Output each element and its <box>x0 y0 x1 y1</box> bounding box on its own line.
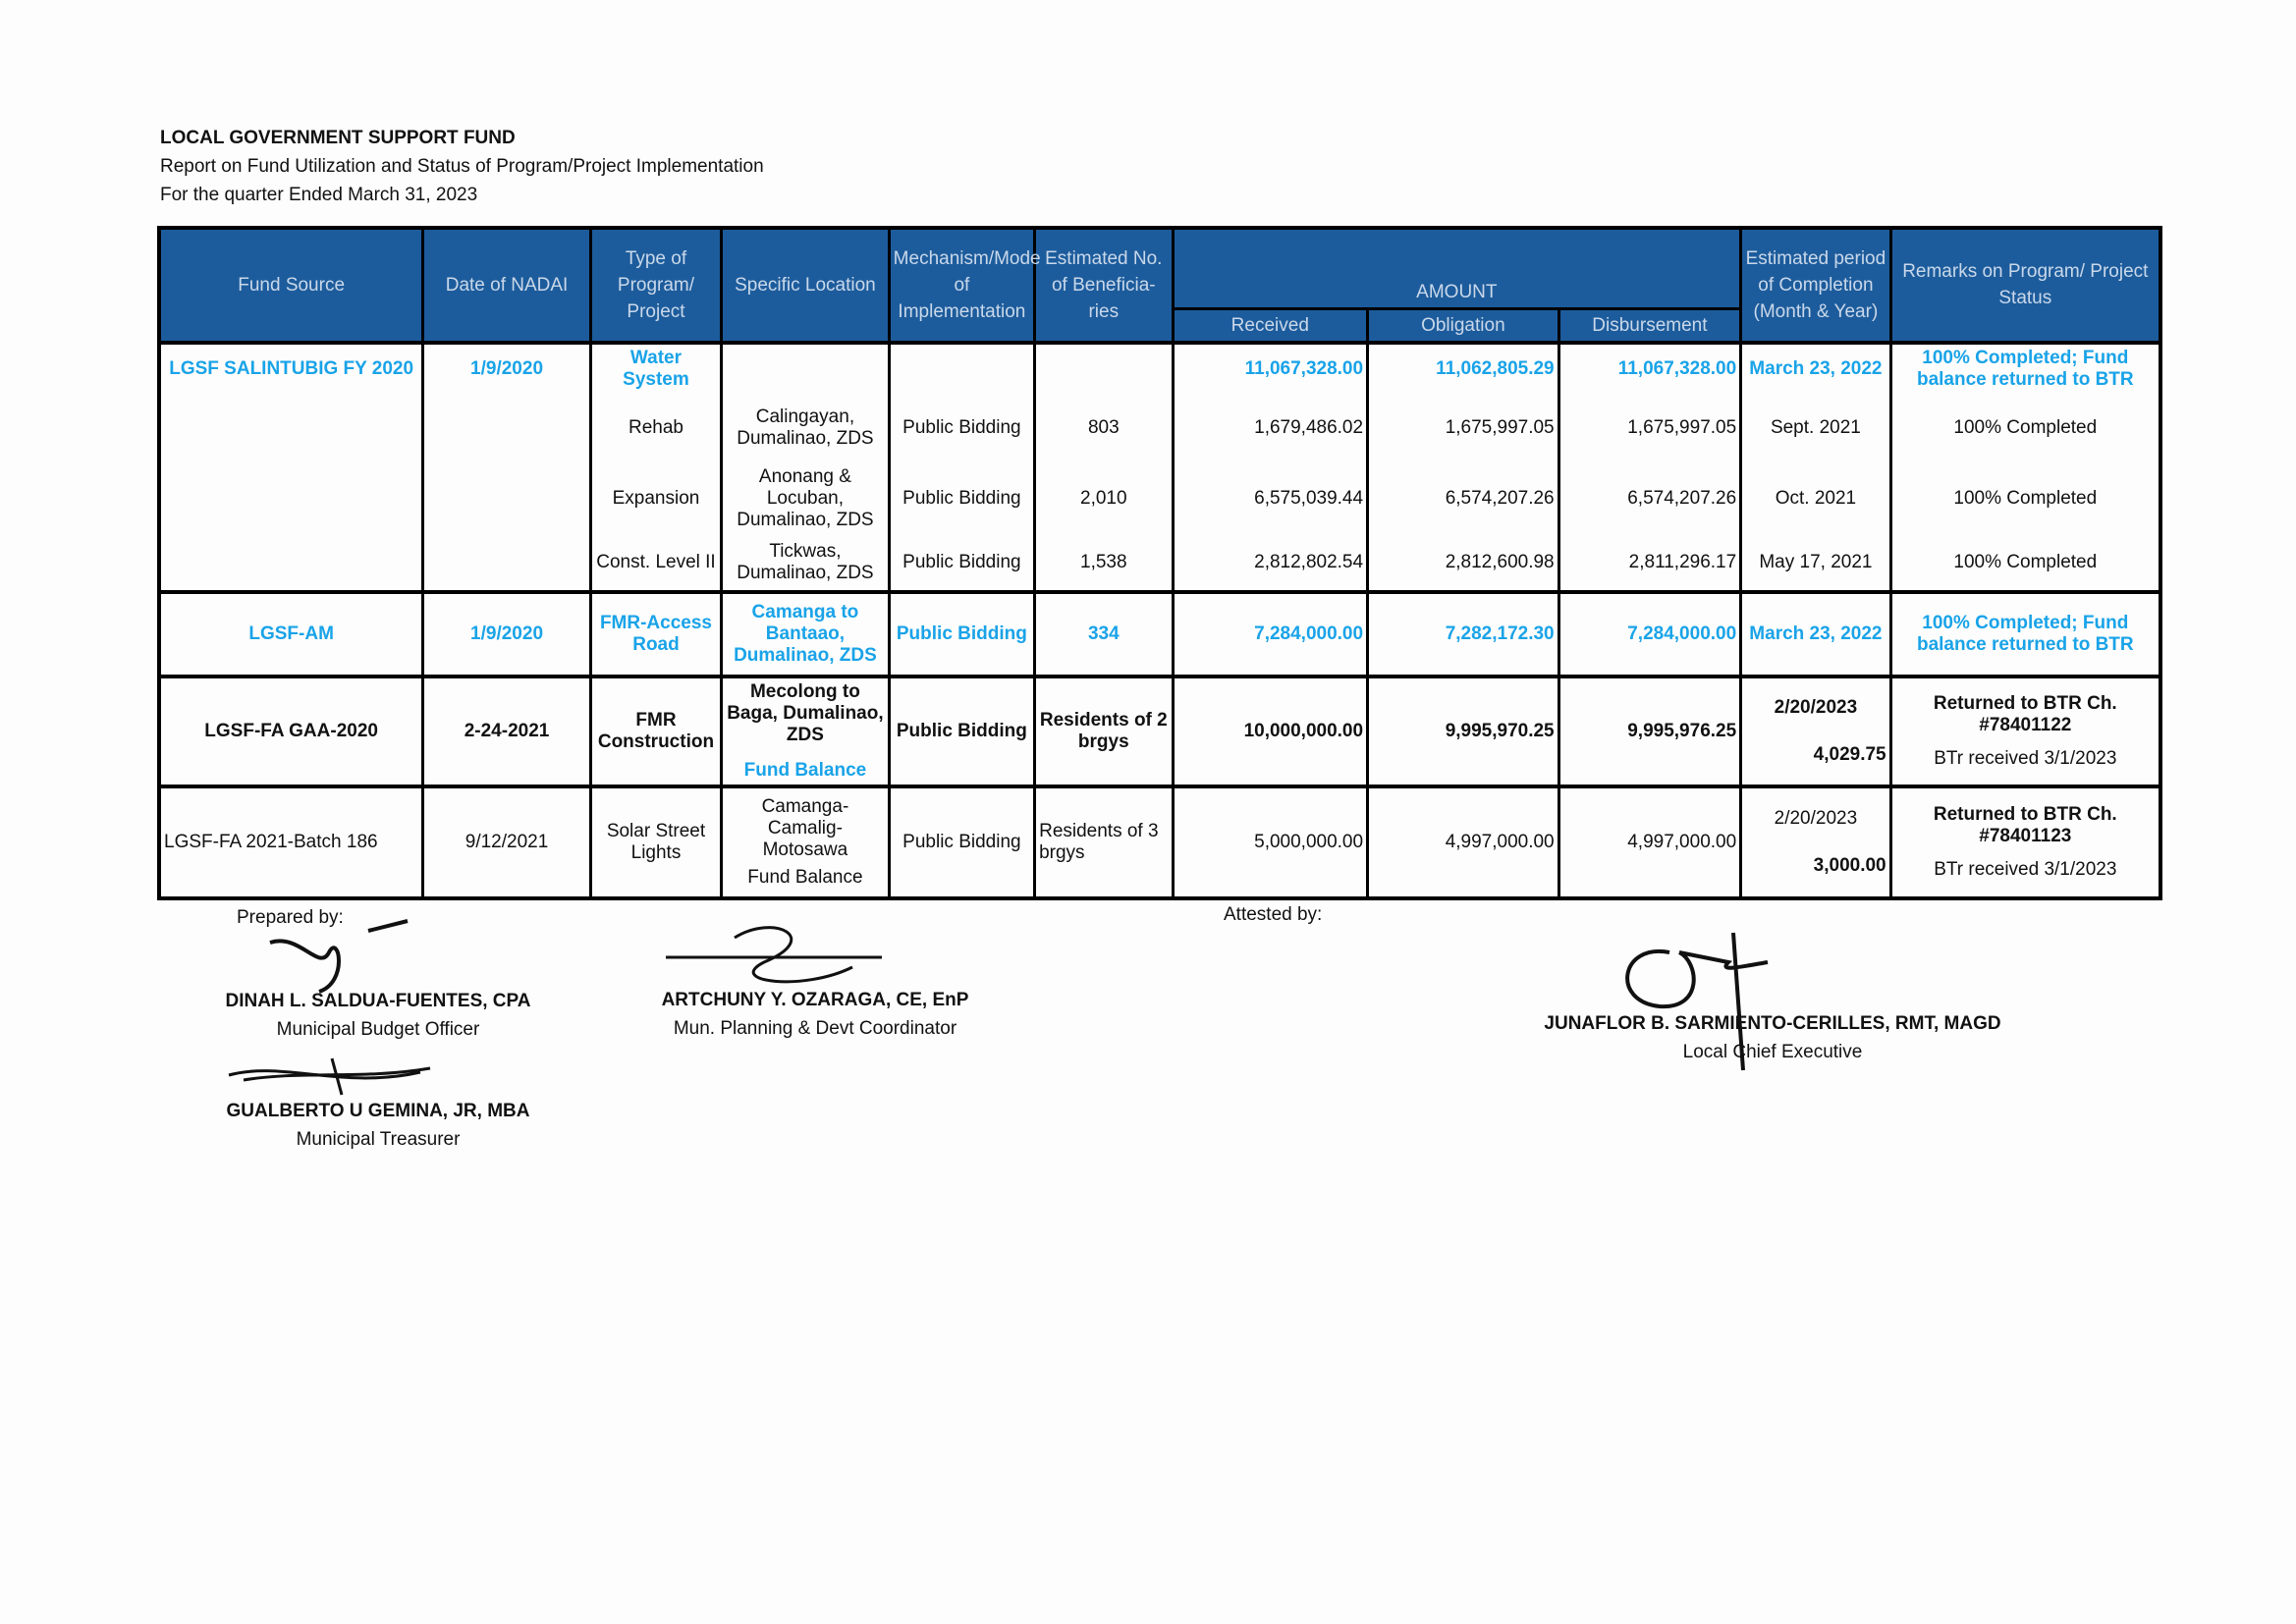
fund-source: LGSF-AM <box>159 592 423 677</box>
location: Mecolong to Baga, Dumalinao, ZDS <box>727 680 884 745</box>
signatory-name: ARTCHUNY Y. OZARAGA, CE, EnP <box>661 990 969 1010</box>
signatory-title: Municipal Budget Officer <box>276 1019 480 1040</box>
table-row <box>159 343 2160 394</box>
completion: March 23, 2022 <box>1741 592 1890 677</box>
signatory-planning <box>619 986 1011 1043</box>
signatory-chief <box>1532 1009 2013 1066</box>
remarks: 100% Completed; Fund balance returned to BTR <box>1890 343 2160 394</box>
col-completion: Estimated period of Completion (Month & Year) <box>1741 228 1890 343</box>
signatory-name: GUALBERTO U GEMINA, JR, MBA <box>226 1101 530 1121</box>
amount-disbursement: 1,675,997.05 <box>1558 394 1741 462</box>
remarks-received: BTr received 3/1/2023 <box>1934 858 2117 880</box>
signatory-treasurer <box>196 1097 560 1154</box>
location-cell <box>722 786 890 898</box>
beneficiaries: Residents of 3 brgys <box>1035 786 1173 898</box>
report-header <box>160 124 764 209</box>
amount-received: 2,812,802.54 <box>1173 535 1368 592</box>
mechanism: Public Bidding <box>889 462 1034 535</box>
remarks: Returned to BTR Ch. #78401123 <box>1933 803 2117 846</box>
table-row <box>159 394 2160 462</box>
amount-disbursement: 2,811,296.17 <box>1558 535 1741 592</box>
amount-obligation: 4,997,000.00 <box>1368 786 1559 898</box>
mechanism: Public Bidding <box>889 394 1034 462</box>
project-type: Rehab <box>590 394 721 462</box>
project-type: Expansion <box>590 462 721 535</box>
report-subtitle: Report on Fund Utilization and Status of Program/Project Implementation <box>160 156 764 177</box>
date-nadai: 1/9/2020 <box>423 343 591 394</box>
amount-obligation: 7,282,172.30 <box>1368 592 1559 677</box>
amount-disbursement: 9,995,976.25 <box>1558 677 1741 786</box>
col-location: Specific Location <box>722 228 890 343</box>
remarks: Returned to BTR Ch. #78401122 <box>1933 692 2117 735</box>
location: Calingayan, Dumalinao, ZDS <box>722 394 890 462</box>
date-nadai: 1/9/2020 <box>423 592 591 677</box>
amount-disbursement: 7,284,000.00 <box>1558 592 1741 677</box>
mechanism: Public Bidding <box>889 535 1034 592</box>
location-cell <box>722 677 890 786</box>
amount-obligation: 6,574,207.26 <box>1368 462 1559 535</box>
project-type: FMR-Access Road <box>590 592 721 677</box>
col-amount: AMOUNT <box>1173 228 1741 308</box>
table-row <box>159 462 2160 535</box>
fund-source: LGSF-FA GAA-2020 <box>159 677 423 786</box>
col-type: Type of Program/ Project <box>590 228 721 343</box>
amount-disbursement: 11,067,328.00 <box>1558 343 1741 394</box>
location: Camanga to Bantaao, Dumalinao, ZDS <box>722 592 890 677</box>
signatory-title: Municipal Treasurer <box>296 1129 461 1150</box>
completion-cell <box>1741 786 1890 898</box>
amount-obligation: 11,062,805.29 <box>1368 343 1559 394</box>
amount-received: 7,284,000.00 <box>1173 592 1368 677</box>
signatory-title: Local Chief Executive <box>1682 1042 1863 1062</box>
col-date-nadai: Date of NADAI <box>423 228 591 343</box>
beneficiaries: 803 <box>1035 394 1173 462</box>
amount-disbursement: 6,574,207.26 <box>1558 462 1741 535</box>
fund-balance: 3,000.00 <box>1813 854 1886 876</box>
amount-received: 11,067,328.00 <box>1173 343 1368 394</box>
signature-planning <box>656 918 892 997</box>
remarks: 100% Completed <box>1890 535 2160 592</box>
remarks-cell <box>1890 786 2160 898</box>
signatory-budget-officer <box>196 987 560 1044</box>
completion: May 17, 2021 <box>1741 535 1890 592</box>
amount-obligation: 2,812,600.98 <box>1368 535 1559 592</box>
col-obligation: Obligation <box>1368 308 1559 343</box>
fund-balance-label: Fund Balance <box>743 759 867 781</box>
date-nadai: 9/12/2021 <box>423 786 591 898</box>
table-row <box>159 592 2160 677</box>
amount-disbursement: 4,997,000.00 <box>1558 786 1741 898</box>
completion: Sept. 2021 <box>1741 394 1890 462</box>
date-nadai: 2-24-2021 <box>423 677 591 786</box>
project-type: Const. Level II <box>590 535 721 592</box>
mechanism: Public Bidding <box>889 677 1034 786</box>
completion: March 23, 2022 <box>1741 343 1890 394</box>
remarks: 100% Completed <box>1890 462 2160 535</box>
amount-received: 10,000,000.00 <box>1173 677 1368 786</box>
amount-received: 5,000,000.00 <box>1173 786 1368 898</box>
remarks: 100% Completed; Fund balance returned to BTR <box>1890 592 2160 677</box>
table-row <box>159 786 2160 898</box>
completion: Oct. 2021 <box>1741 462 1890 535</box>
project-type: Solar Street Lights <box>590 786 721 898</box>
table-row <box>159 677 2160 786</box>
fund-source: LGSF SALINTUBIG FY 2020 <box>159 343 423 394</box>
col-beneficiaries: Estimated No. of Beneficia-ries <box>1035 228 1173 343</box>
beneficiaries: 1,538 <box>1035 535 1173 592</box>
beneficiaries: 334 <box>1035 592 1173 677</box>
beneficiaries: 2,010 <box>1035 462 1173 535</box>
col-disbursement: Disbursement <box>1558 308 1741 343</box>
col-received: Received <box>1173 308 1368 343</box>
table-row <box>159 535 2160 592</box>
remarks-received: BTr received 3/1/2023 <box>1934 747 2117 769</box>
location: Tickwas, Dumalinao, ZDS <box>722 535 890 592</box>
signatory-title: Mun. Planning & Devt Coordinator <box>673 1018 957 1039</box>
report-period: For the quarter Ended March 31, 2023 <box>160 185 478 205</box>
report-title: LOCAL GOVERNMENT SUPPORT FUND <box>160 128 516 148</box>
fund-balance: 4,029.75 <box>1813 743 1886 765</box>
amount-received: 6,575,039.44 <box>1173 462 1368 535</box>
fund-source: LGSF-FA 2021-Batch 186 <box>159 786 423 898</box>
completion: 2/20/2023 <box>1774 696 1858 718</box>
col-remarks: Remarks on Program/ Project Status <box>1890 228 2160 343</box>
fund-utilization-table <box>157 226 2162 900</box>
project-type: Water System <box>590 343 721 394</box>
mechanism: Public Bidding <box>889 786 1034 898</box>
completion: 2/20/2023 <box>1774 807 1858 829</box>
col-fund-source: Fund Source <box>159 228 423 343</box>
amount-received: 1,679,486.02 <box>1173 394 1368 462</box>
mechanism: Public Bidding <box>889 592 1034 677</box>
beneficiaries: Residents of 2 brgys <box>1035 677 1173 786</box>
prepared-by-label: Prepared by: <box>237 907 344 928</box>
remarks-cell <box>1890 677 2160 786</box>
amount-obligation: 1,675,997.05 <box>1368 394 1559 462</box>
project-type: FMR Construction <box>590 677 721 786</box>
signatory-name: DINAH L. SALDUA-FUENTES, CPA <box>225 991 531 1011</box>
remarks: 100% Completed <box>1890 394 2160 462</box>
completion-cell <box>1741 677 1890 786</box>
fund-balance-label: Fund Balance <box>747 866 863 888</box>
signature-treasurer <box>224 1051 440 1100</box>
amount-obligation: 9,995,970.25 <box>1368 677 1559 786</box>
signatory-name: JUNAFLOR B. SARMIENTO-CERILLES, RMT, MAGD <box>1544 1013 2001 1034</box>
attested-by-label: Attested by: <box>1224 904 1323 925</box>
location: Anonang & Locuban, Dumalinao, ZDS <box>722 462 890 535</box>
location: Camanga-Camalig-Motosawa <box>761 795 849 860</box>
col-mechanism: Mechanism/Mode of Implementation <box>889 228 1034 343</box>
